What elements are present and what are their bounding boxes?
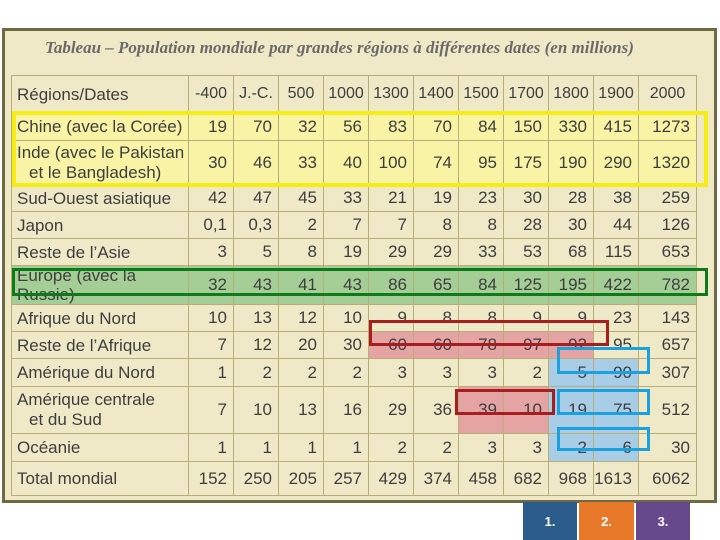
cell: 8 <box>459 305 504 332</box>
cell: 190 <box>549 141 594 185</box>
cell: 86 <box>369 266 414 305</box>
cell: 38 <box>594 185 639 212</box>
row-label-line: Inde (avec le Pakistan <box>17 142 185 162</box>
row-label: Reste de l’Asie <box>12 239 189 266</box>
cell: 3 <box>459 359 504 387</box>
table-row <box>12 212 697 239</box>
row-label-line: et du Sud <box>29 410 102 429</box>
cell: 41 <box>279 266 324 305</box>
table-row <box>12 305 697 332</box>
cell: 8 <box>414 305 459 332</box>
cell: 19 <box>189 113 234 141</box>
cell: 28 <box>504 212 549 239</box>
cell: 9 <box>549 305 594 332</box>
header-date: J.-C. <box>234 76 279 113</box>
cell: 92 <box>549 332 594 359</box>
cell: 97 <box>504 332 549 359</box>
cell: 95 <box>459 141 504 185</box>
row-label: Reste de l’Afrique <box>12 332 189 359</box>
cell: 44 <box>594 212 639 239</box>
cell: 307 <box>639 359 697 387</box>
cell: 1 <box>189 359 234 387</box>
header-date: 1800 <box>549 76 594 113</box>
cell: 1 <box>279 434 324 462</box>
row-label: Amérique du Nord <box>12 359 189 387</box>
cell: 259 <box>639 185 697 212</box>
population-table <box>11 75 697 496</box>
cell: 33 <box>459 239 504 266</box>
header-regions: Régions/Dates <box>12 76 189 113</box>
cell: 422 <box>594 266 639 305</box>
cell: 28 <box>549 185 594 212</box>
cell: 1 <box>324 434 369 462</box>
cell: 47 <box>234 185 279 212</box>
cell: 9 <box>369 305 414 332</box>
cell: 9 <box>504 305 549 332</box>
header-date: -400 <box>189 76 234 113</box>
cell: 43 <box>234 266 279 305</box>
cell: 7 <box>189 332 234 359</box>
header-date: 1400 <box>414 76 459 113</box>
cell: 3 <box>459 434 504 462</box>
cell: 8 <box>279 239 324 266</box>
cell: 60 <box>369 332 414 359</box>
cell: 290 <box>594 141 639 185</box>
cell: 10 <box>324 305 369 332</box>
cell: 43 <box>324 266 369 305</box>
total-cell: 682 <box>504 462 549 496</box>
cell: 653 <box>639 239 697 266</box>
total-label: Total mondial <box>12 462 189 496</box>
header-date: 2000 <box>639 76 697 113</box>
cell: 78 <box>459 332 504 359</box>
cell: 70 <box>414 113 459 141</box>
cell: 2 <box>324 359 369 387</box>
cell: 45 <box>279 185 324 212</box>
cell: 115 <box>594 239 639 266</box>
header-row <box>12 76 697 113</box>
cell: 90 <box>594 359 639 387</box>
cell: 46 <box>234 141 279 185</box>
cell: 10 <box>504 387 549 434</box>
cell: 3 <box>414 359 459 387</box>
cell: 1 <box>234 434 279 462</box>
row-label: Afrique du Nord <box>12 305 189 332</box>
cell: 30 <box>189 141 234 185</box>
cell: 0,3 <box>234 212 279 239</box>
cell: 84 <box>459 266 504 305</box>
cell: 3 <box>369 359 414 387</box>
cell: 29 <box>369 239 414 266</box>
cell: 2 <box>279 359 324 387</box>
cell: 19 <box>324 239 369 266</box>
nav-button-1[interactable]: 1. <box>523 502 577 540</box>
header-date: 500 <box>279 76 324 113</box>
table-row <box>12 239 697 266</box>
cell: 1320 <box>639 141 697 185</box>
cell: 10 <box>234 387 279 434</box>
cell: 68 <box>549 239 594 266</box>
row-label: Japon <box>12 212 189 239</box>
cell: 3 <box>189 239 234 266</box>
cell: 12 <box>234 332 279 359</box>
cell: 8 <box>459 212 504 239</box>
cell: 21 <box>369 185 414 212</box>
cell: 19 <box>414 185 459 212</box>
cell: 5 <box>549 359 594 387</box>
cell: 7 <box>189 387 234 434</box>
cell: 125 <box>504 266 549 305</box>
row-label-line: Amérique centrale <box>17 390 155 409</box>
total-cell: 152 <box>189 462 234 496</box>
cell: 32 <box>279 113 324 141</box>
total-cell: 1613 <box>594 462 639 496</box>
cell: 30 <box>324 332 369 359</box>
table-row <box>12 434 697 462</box>
cell: 1273 <box>639 113 697 141</box>
cell: 330 <box>549 113 594 141</box>
header-date: 1300 <box>369 76 414 113</box>
cell: 2 <box>549 434 594 462</box>
cell: 42 <box>189 185 234 212</box>
cell: 60 <box>414 332 459 359</box>
cell: 53 <box>504 239 549 266</box>
cell: 195 <box>549 266 594 305</box>
header-date: 1000 <box>324 76 369 113</box>
cell: 83 <box>369 113 414 141</box>
table-row <box>12 185 697 212</box>
row-label <box>12 387 189 434</box>
cell: 8 <box>414 212 459 239</box>
cell: 2 <box>369 434 414 462</box>
total-cell: 6062 <box>639 462 697 496</box>
cell: 13 <box>279 387 324 434</box>
cell: 30 <box>639 434 697 462</box>
cell: 20 <box>279 332 324 359</box>
cell: 415 <box>594 113 639 141</box>
row-label: Chine (avec la Corée) <box>12 113 189 141</box>
cell: 39 <box>459 387 504 434</box>
total-cell: 257 <box>324 462 369 496</box>
row-label: Sud-Ouest asiatique <box>12 185 189 212</box>
table-row <box>12 266 697 305</box>
cell: 29 <box>369 387 414 434</box>
cell: 12 <box>279 305 324 332</box>
cell: 2 <box>414 434 459 462</box>
cell: 74 <box>414 141 459 185</box>
cell: 36 <box>414 387 459 434</box>
nav-button-2[interactable]: 2. <box>579 502 634 540</box>
cell: 175 <box>504 141 549 185</box>
total-cell: 374 <box>414 462 459 496</box>
row-label: Europe (avec la Russie) <box>12 266 189 305</box>
cell: 0,1 <box>189 212 234 239</box>
cell: 29 <box>414 239 459 266</box>
cell: 3 <box>504 434 549 462</box>
table-row <box>12 141 697 185</box>
cell: 7 <box>369 212 414 239</box>
cell: 6 <box>594 434 639 462</box>
cell: 23 <box>594 305 639 332</box>
total-row <box>12 462 697 496</box>
table-row <box>12 113 697 141</box>
cell: 13 <box>234 305 279 332</box>
cell: 75 <box>594 387 639 434</box>
total-cell: 429 <box>369 462 414 496</box>
cell: 32 <box>189 266 234 305</box>
cell: 7 <box>324 212 369 239</box>
nav-button-3[interactable]: 3. <box>636 502 690 540</box>
row-label: Océanie <box>12 434 189 462</box>
cell: 16 <box>324 387 369 434</box>
cell: 657 <box>639 332 697 359</box>
cell: 10 <box>189 305 234 332</box>
header-date: 1500 <box>459 76 504 113</box>
total-cell: 250 <box>234 462 279 496</box>
cell: 30 <box>549 212 594 239</box>
cell: 2 <box>234 359 279 387</box>
header-date: 1700 <box>504 76 549 113</box>
row-label <box>12 141 189 185</box>
row-label-line: et le Bangladesh) <box>29 162 162 182</box>
cell: 84 <box>459 113 504 141</box>
cell: 33 <box>324 185 369 212</box>
cell: 70 <box>234 113 279 141</box>
cell: 100 <box>369 141 414 185</box>
cell: 143 <box>639 305 697 332</box>
cell: 2 <box>504 359 549 387</box>
cell: 2 <box>279 212 324 239</box>
cell: 30 <box>504 185 549 212</box>
header-date: 1900 <box>594 76 639 113</box>
table-title: Tableau – Population mondiale par grandes régions à différentes dates (en millions) <box>45 38 634 57</box>
total-cell: 968 <box>549 462 594 496</box>
cell: 56 <box>324 113 369 141</box>
cell: 150 <box>504 113 549 141</box>
cell: 512 <box>639 387 697 434</box>
cell: 23 <box>459 185 504 212</box>
cell: 65 <box>414 266 459 305</box>
cell: 5 <box>234 239 279 266</box>
table-row <box>12 359 697 387</box>
cell: 33 <box>279 141 324 185</box>
total-cell: 205 <box>279 462 324 496</box>
cell: 40 <box>324 141 369 185</box>
table-row <box>12 332 697 359</box>
cell: 95 <box>594 332 639 359</box>
cell: 1 <box>189 434 234 462</box>
table-row <box>12 387 697 434</box>
cell: 126 <box>639 212 697 239</box>
cell: 782 <box>639 266 697 305</box>
total-cell: 458 <box>459 462 504 496</box>
cell: 19 <box>549 387 594 434</box>
